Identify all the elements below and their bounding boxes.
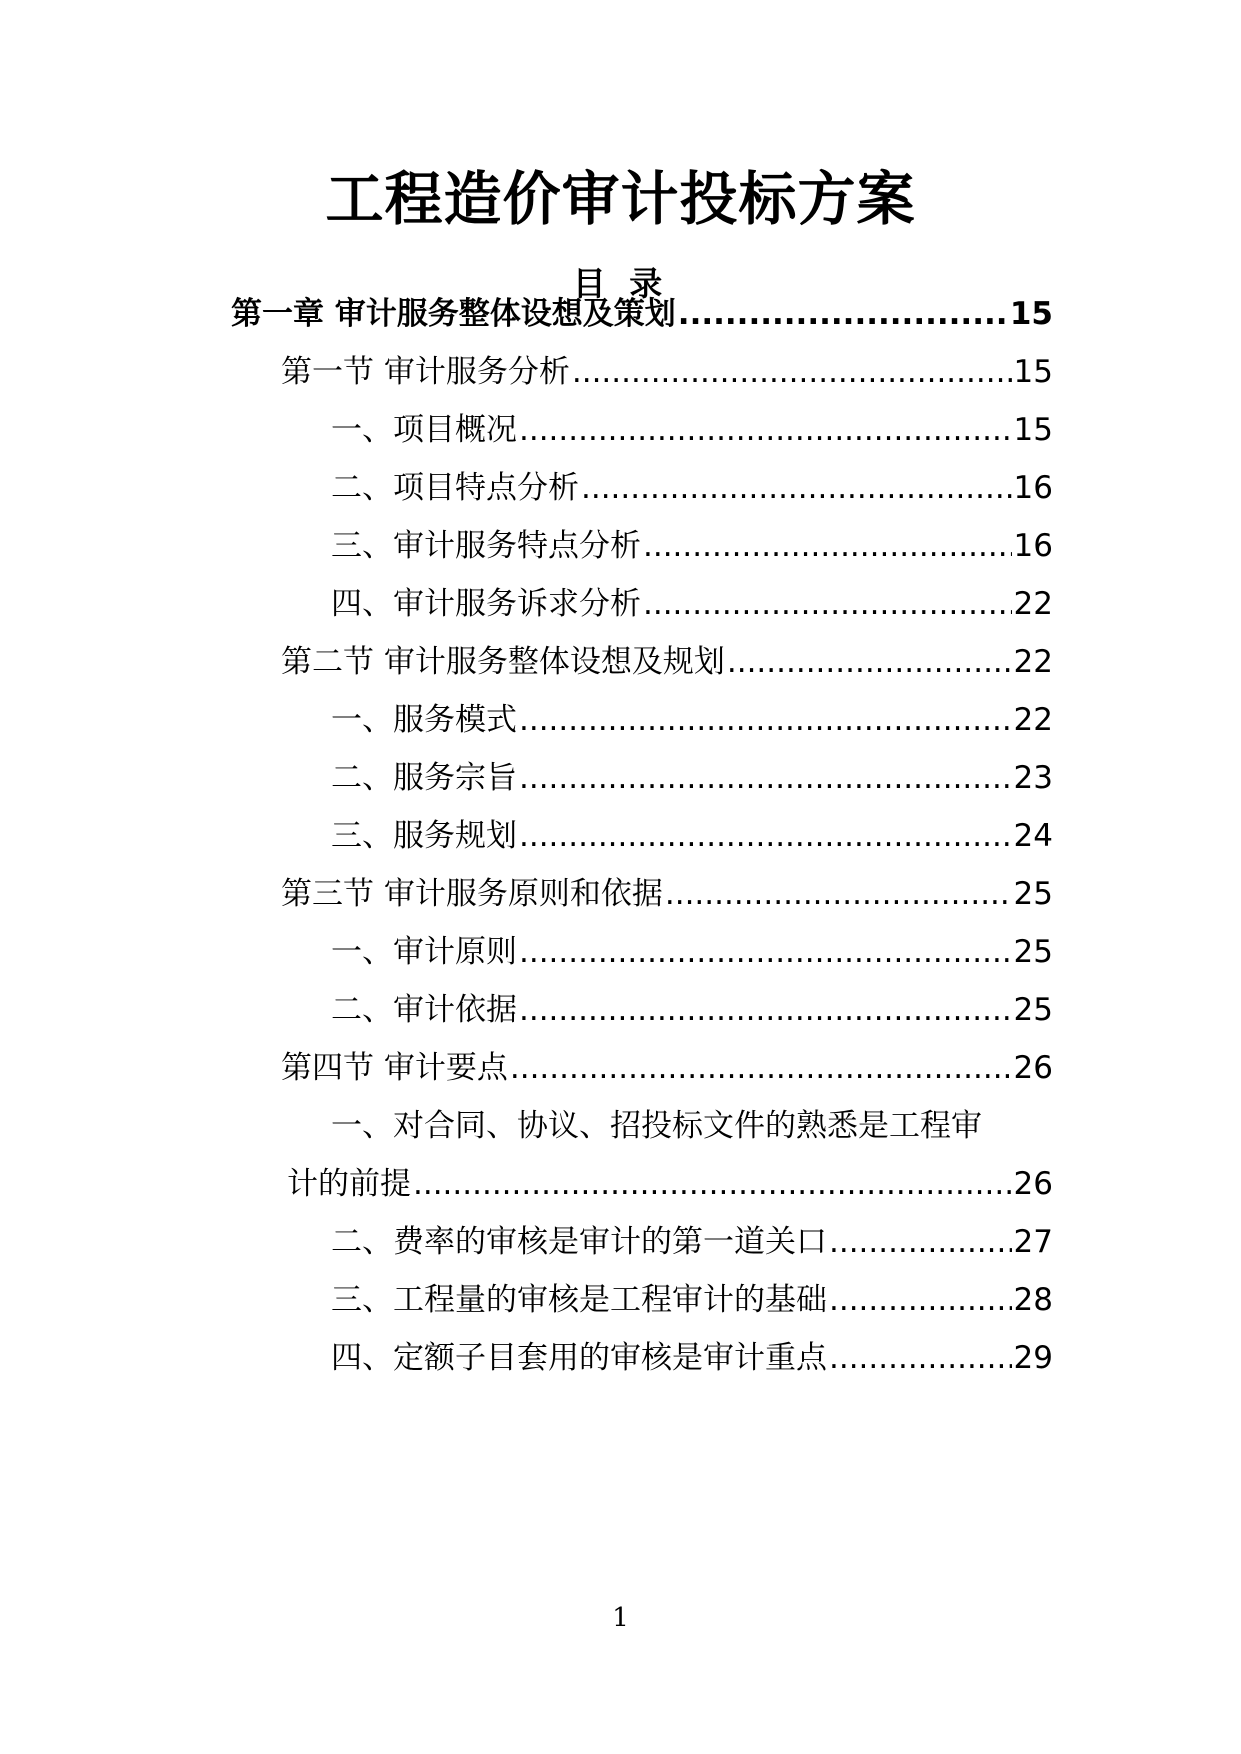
toc-entry-label: 三、审计服务特点分析 (331, 528, 641, 564)
toc-entry-section-1 (281, 350, 1053, 394)
toc-entry-subsection (331, 1220, 1053, 1264)
toc-entry-label: 二、项目特点分析 (331, 470, 579, 506)
toc-entry-page: 15 (1013, 412, 1053, 448)
toc-entry-label: 四、定额子目套用的审核是审计重点 (331, 1340, 827, 1376)
toc-entry-subsection (331, 524, 1053, 568)
toc-leader-dots (572, 350, 1012, 394)
toc-entry-page: 27 (1013, 1224, 1053, 1260)
toc-leader-dots (519, 698, 1012, 742)
toc-leader-dots (678, 292, 1008, 336)
toc-entry-subsection (331, 582, 1053, 626)
toc-entry-subsection (331, 408, 1053, 452)
toc-entry-label: 二、审计依据 (331, 992, 517, 1028)
page-number: 1 (612, 1603, 629, 1633)
toc-entry-label: 三、服务规划 (331, 818, 517, 854)
toc-entry-label: 第一章 审计服务整体设想及策划 (231, 296, 676, 332)
toc-entry-label: 第二节 审计服务整体设想及规划 (281, 644, 725, 680)
toc-entry-page: 22 (1013, 586, 1053, 622)
toc-entry-subsection (331, 1278, 1053, 1322)
toc-entry-label: 第四节 审计要点 (281, 1050, 508, 1086)
toc-entry-subsection (331, 466, 1053, 510)
document-title: 工程造价审计投标方案 (325, 165, 916, 233)
toc-entry-label: 四、审计服务诉求分析 (331, 586, 641, 622)
toc-entry-page: 23 (1013, 760, 1053, 796)
toc-entry-section-3 (281, 872, 1053, 916)
toc-leader-dots (519, 988, 1012, 1032)
toc-leader-dots (829, 1336, 1012, 1380)
toc-entry-page: 16 (1013, 470, 1053, 506)
toc-entry-chapter-1 (231, 292, 1053, 336)
toc-leader-dots (829, 1278, 1012, 1322)
toc-leader-dots (413, 1162, 1012, 1206)
toc-entry-page: 28 (1013, 1282, 1053, 1318)
toc-entry-section-2 (281, 640, 1053, 684)
toc-entry-label: 计的前提 (287, 1166, 411, 1202)
toc-entry-section-4 (281, 1046, 1053, 1090)
toc-entry-page: 24 (1013, 818, 1053, 854)
toc-leader-dots (519, 930, 1012, 974)
toc-entry-page: 22 (1013, 702, 1053, 738)
toc-leader-dots (519, 408, 1012, 452)
toc-leader-dots (519, 814, 1012, 858)
toc-heading: 目 录 (572, 264, 669, 303)
toc-entry-page: 25 (1013, 992, 1053, 1028)
toc-entry-page: 25 (1013, 876, 1053, 912)
toc-entry-page: 15 (1009, 296, 1053, 332)
toc-entry-page: 15 (1013, 354, 1053, 390)
toc-leader-dots (665, 872, 1012, 916)
toc-entry-page: 26 (1013, 1166, 1053, 1202)
toc-leader-dots (581, 466, 1012, 510)
toc-leader-dots (643, 524, 1012, 568)
toc-leader-dots (829, 1220, 1012, 1264)
toc-leader-dots (643, 582, 1012, 626)
toc-entry-subsection-continued (287, 1162, 1053, 1206)
toc-entry-subsection (331, 814, 1053, 858)
toc-entry-label: 一、审计原则 (331, 934, 517, 970)
toc-entry-label: 一、服务模式 (331, 702, 517, 738)
toc-entry-page: 25 (1013, 934, 1053, 970)
toc-leader-dots (519, 756, 1012, 800)
toc-entry-subsection (331, 698, 1053, 742)
toc-leader-dots (727, 640, 1012, 684)
toc-leader-dots (510, 1046, 1012, 1090)
toc-entry-label-line-1: 一、对合同、协议、招投标文件的熟悉是工程审 (331, 1108, 982, 1144)
toc-entry-label: 一、项目概况 (331, 412, 517, 448)
toc-entry-subsection (331, 988, 1053, 1032)
toc-entry-page: 26 (1013, 1050, 1053, 1086)
toc-entry-subsection (331, 1336, 1053, 1380)
toc-entry-label: 二、服务宗旨 (331, 760, 517, 796)
toc-entry-page: 16 (1013, 528, 1053, 564)
toc-entry-label: 第三节 审计服务原则和依据 (281, 876, 663, 912)
toc-entry-label: 二、费率的审核是审计的第一道关口 (331, 1224, 827, 1260)
toc-entry-page: 29 (1013, 1340, 1053, 1376)
toc-entry-subsection (331, 930, 1053, 974)
toc-entry-subsection (331, 756, 1053, 800)
toc-entry-label: 三、工程量的审核是工程审计的基础 (331, 1282, 827, 1318)
toc-entry-label: 第一节 审计服务分析 (281, 354, 570, 390)
toc-entry-page: 22 (1013, 644, 1053, 680)
